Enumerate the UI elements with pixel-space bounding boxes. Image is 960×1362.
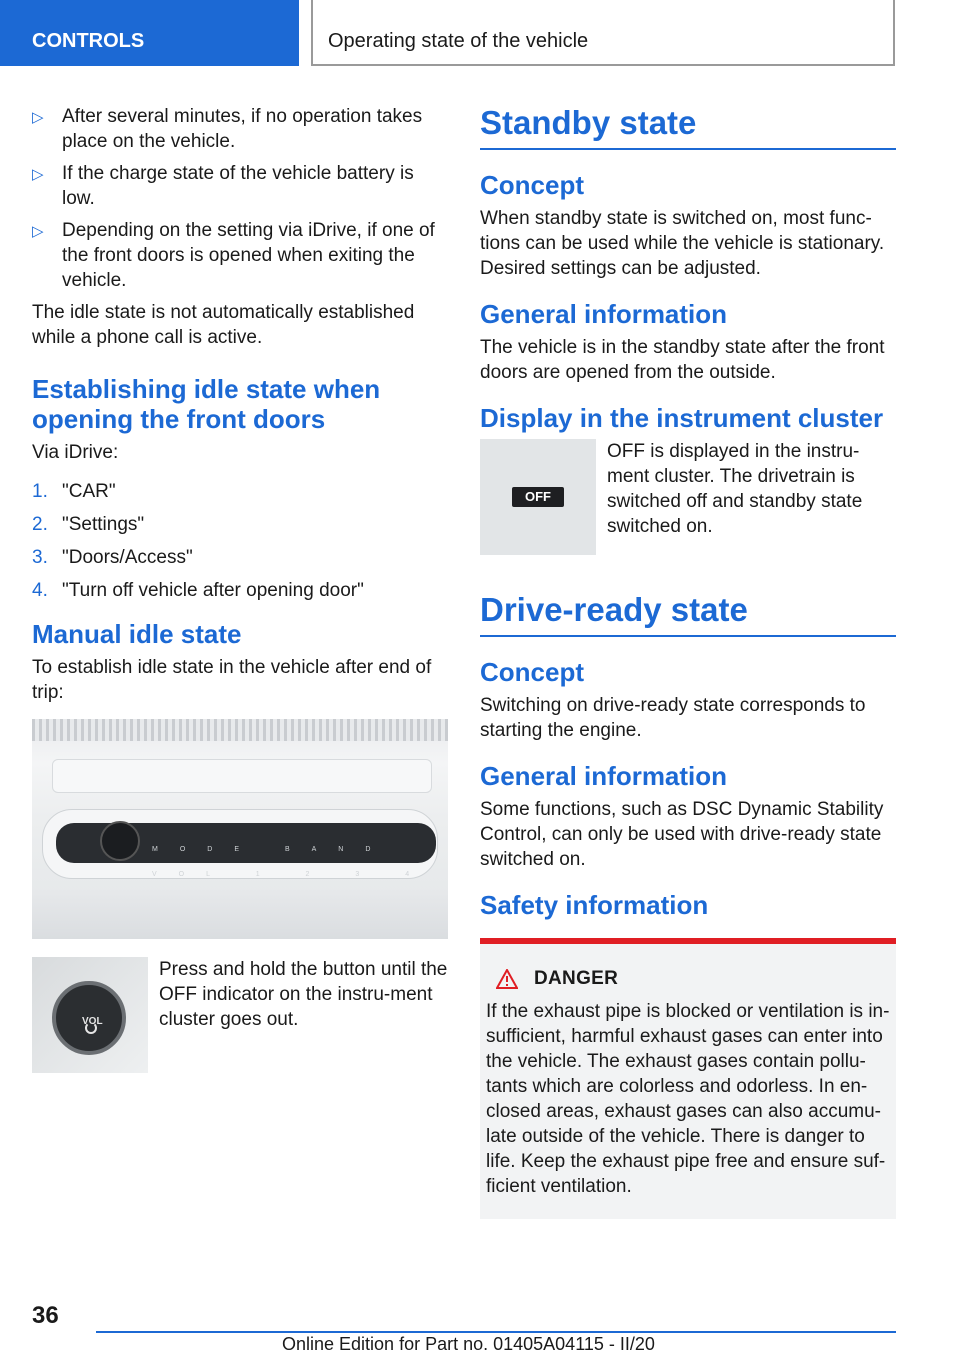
step-number: 1. [32, 481, 48, 502]
step-number: 4. [32, 580, 48, 601]
danger-header [486, 966, 890, 991]
drive-concept-text: Switching on drive-ready state corresponds to starting the engine. [480, 695, 866, 741]
volume-button-figure [32, 957, 448, 1073]
right-column [480, 104, 896, 1219]
list-item [32, 161, 448, 211]
triangle-bullet-icon: ▷ [32, 166, 44, 183]
list-item-text: After several minutes, if no operation takes place on the vehicle. [62, 106, 423, 152]
section-tab: CONTROLS [0, 0, 299, 66]
footer-rule [96, 1331, 896, 1333]
step-item [32, 578, 448, 603]
step-item [32, 512, 448, 537]
triangle-bullet-icon: ▷ [32, 109, 44, 126]
volume-knob [100, 821, 140, 861]
chapter-title: Operating state of the vehicle [311, 0, 895, 66]
vol-label: VOL [82, 1016, 103, 1027]
concept-text: When standby state is switched on, most func-tions can be used while the vehicle is stationary. Desired settings can be adjusted. [480, 208, 885, 279]
drive-general-heading: General information [480, 761, 728, 791]
list-item [32, 218, 448, 293]
steps-list [32, 479, 448, 603]
general-info-heading: General information [480, 299, 728, 329]
center-console-photo [32, 719, 448, 939]
step-number: 3. [32, 547, 48, 568]
left-column [32, 104, 448, 1073]
step-text: "Turn off vehicle after opening door" [62, 580, 364, 601]
idle-conditions-list [32, 104, 448, 293]
step-text: "Doors/Access" [62, 547, 193, 568]
station-keys-label: MODE BAND VOL 1 2 3 4 [152, 846, 432, 878]
air-vent [32, 719, 448, 741]
drive-general-text: Some functions, such as DSC Dynamic Stability Control, can only be used with drive-ready state switched on. [480, 799, 884, 870]
general-info-text: The vehicle is in the standby state after the front doors are opened from the outside. [480, 337, 885, 383]
concept-heading: Concept [480, 170, 584, 200]
drive-ready-heading: Drive-ready state [480, 591, 896, 637]
console-lower-surface [32, 889, 448, 939]
warning-triangle-icon [496, 969, 518, 989]
list-item [32, 104, 448, 154]
safety-heading: Safety information [480, 890, 709, 920]
triangle-bullet-icon: ▷ [32, 223, 44, 240]
via-idrive-text: Via iDrive: [32, 442, 119, 463]
press-instruction: Press and hold the button until the OFF indicator on the instru-ment cluster goes out. [159, 959, 448, 1030]
power-icon [85, 1022, 97, 1034]
manual-idle-heading: Manual idle state [32, 619, 242, 649]
danger-text: If the exhaust pipe is blocked or ventilation is in-sufficient, harmful exhaust gases can enter into the vehicle. The exhaust gases contain pollu-tants which are colorless and odorless. In en-closed areas, exhaust gases can also accumu-late outside of the vehicle. There is danger to life. Keep the exhaust pipe free and ensure suf-ficient ventilation. [486, 1001, 890, 1197]
step-text: "Settings" [62, 514, 145, 535]
off-display-text: OFF is displayed in the instru-ment cluster. The drivetrain is switched off and standby state switched on. [607, 441, 863, 537]
step-number: 2. [32, 514, 48, 535]
list-item-text: Depending on the setting via iDrive, if one of the front doors is opened when exiting the vehicle. [62, 220, 435, 291]
establish-heading: Establishing idle state when opening the front doors [32, 374, 381, 434]
idle-note: The idle state is not automatically established while a phone call is active. [32, 302, 415, 348]
step-item [32, 545, 448, 570]
off-display-figure [480, 439, 896, 555]
display-heading: Display in the instrument cluster [480, 403, 884, 433]
step-text: "CAR" [62, 481, 116, 502]
standby-heading: Standby state [480, 104, 896, 150]
page-number: 36 [32, 1302, 59, 1329]
volume-button-photo [32, 957, 148, 1073]
danger-box [480, 938, 896, 1219]
off-indicator: OFF [512, 487, 564, 507]
console-shelf [52, 759, 432, 793]
drive-concept-heading: Concept [480, 657, 584, 687]
danger-title: DANGER [534, 968, 619, 989]
instrument-cluster-photo [480, 439, 596, 555]
edition-text: Online Edition for Part no. 01405A04115 - II/20 [282, 1334, 655, 1354]
step-item [32, 479, 448, 504]
list-item-text: If the charge state of the vehicle battery is low. [62, 163, 414, 209]
manual-idle-text: To establish idle state in the vehicle after end of trip: [32, 657, 432, 703]
